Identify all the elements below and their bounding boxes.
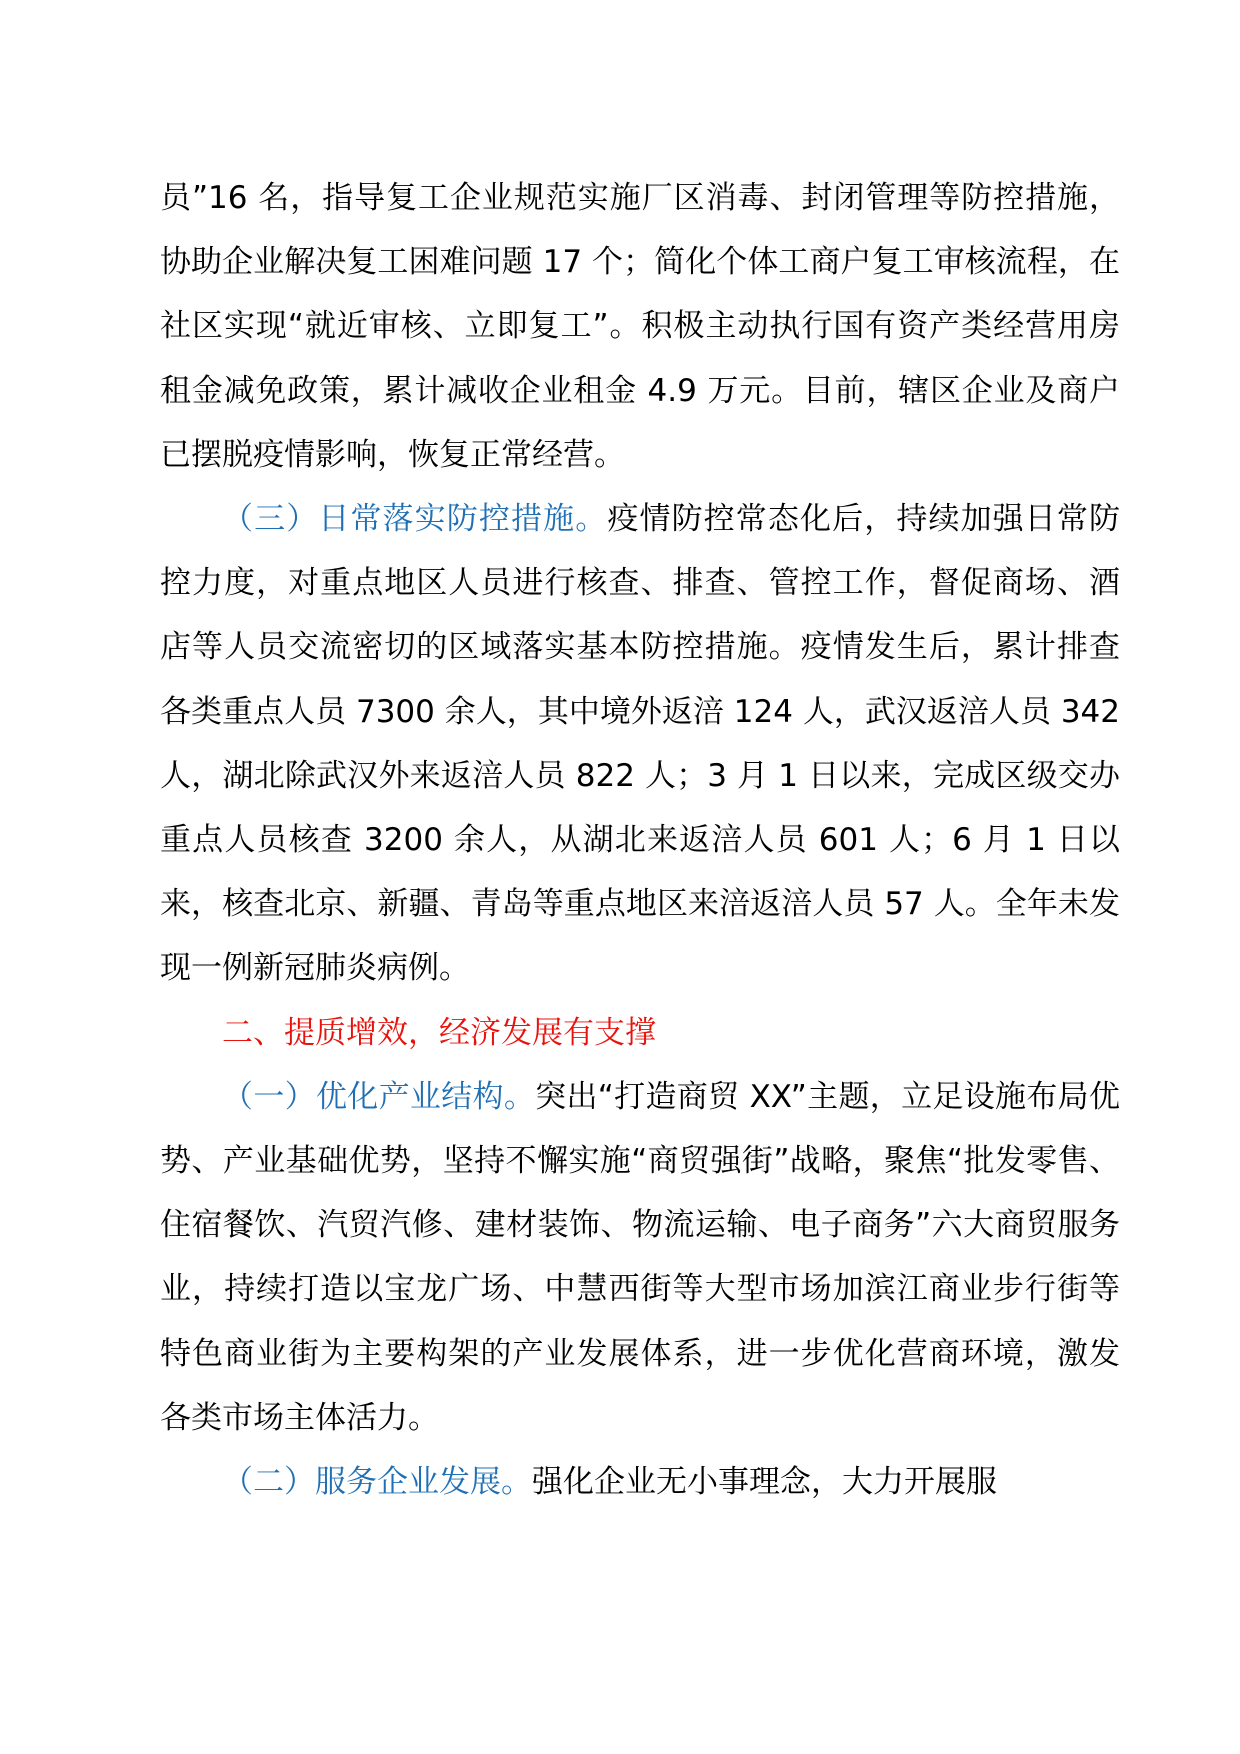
- paragraph-text: 员”16 名，指导复工企业规范实施厂区消毒、封闭管理等防控措施，协助企业解决复工困难问题 17 个；简化个体工商户复工审核流程，在社区实现“就近审核、立即复工”。积极主动执行国有资产类经营用房租金减免政策，累计减收企业租金 4.9 万元。目前，辖区企业及商户已摆脱疫情影响，恢复正常经营。: [160, 180, 1120, 473]
- paragraph-continued: [160, 166, 1120, 487]
- paragraph-enterprise-service: [160, 1450, 1120, 1514]
- subsection-heading: （二）服务企业发展。: [222, 1464, 532, 1501]
- subsection-heading: （三）日常落实防控措施。: [222, 501, 608, 538]
- paragraph-daily-prevention: [160, 487, 1120, 1001]
- paragraph-industry-structure: [160, 1065, 1120, 1450]
- document-body: [160, 166, 1120, 1514]
- subsection-heading: （一）优化产业结构。: [222, 1078, 536, 1115]
- paragraph-text: 疫情防控常态化后，持续加强日常防控力度，对重点地区人员进行核查、排查、管控工作，督促商场、酒店等人员交流密切的区域落实基本防控措施。疫情发生后，累计排查各类重点人员 7300 余人，其中境外返涪 124 人，武汉返涪人员 342 人，湖北除武汉外来返涪人员 822 人；3 月 1 日以来，完成区级交办重点人员核查 3200 余人，从湖北来返涪人员 601 人；6 月 1 日以来，核查北京、新疆、青岛等重点地区来涪返涪人员 57 人。全年未发现一例新冠肺炎病例。: [160, 501, 1121, 987]
- paragraph-text: 强化企业无小事理念，大力开展服: [532, 1464, 997, 1501]
- section-heading: 二、提质增效，经济发展有支撑: [222, 1014, 656, 1051]
- paragraph-text: 突出“打造商贸 XX”主题，立足设施布局优势、产业基础优势，坚持不懈实施“商贸强街”战略，聚焦“批发零售、住宿餐饮、汽贸汽修、建材装饰、物流运输、电子商务”六大商贸服务业，持续打造以宝龙广场、中慧西街等大型市场加滨江商业步行街等特色商业街为主要构架的产业发展体系，进一步优化营商环境，激发各类市场主体活力。: [160, 1078, 1120, 1436]
